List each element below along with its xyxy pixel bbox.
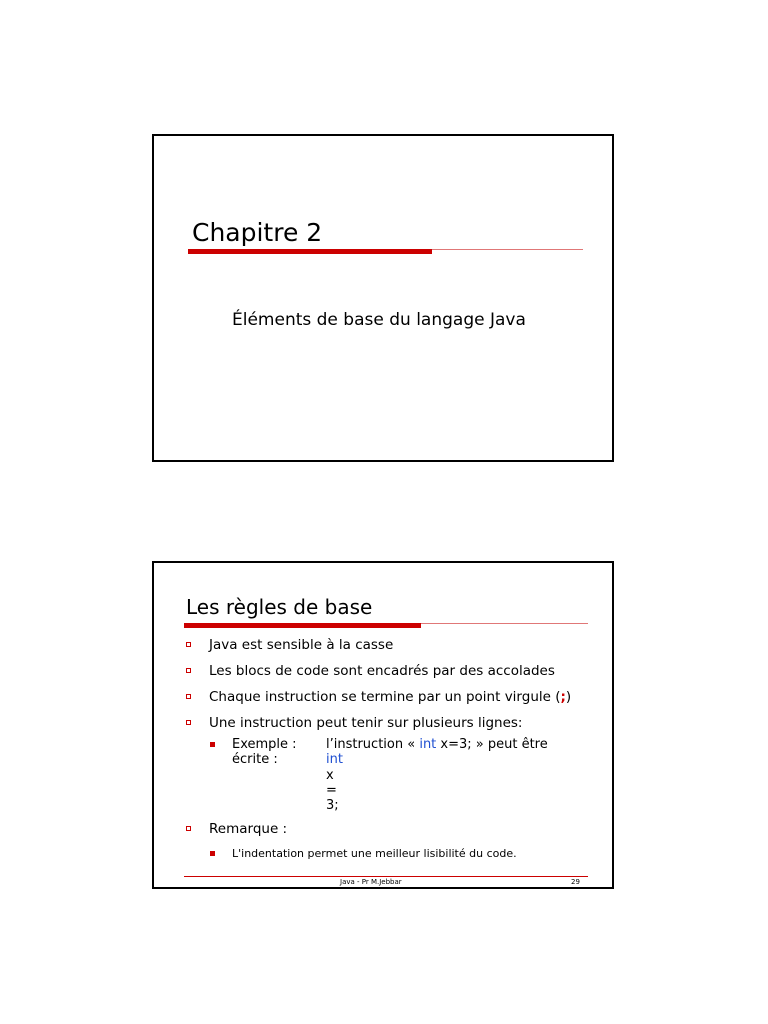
square-bullet-icon: [186, 826, 191, 831]
square-bullet-icon: [186, 694, 191, 699]
square-bullet-icon: [186, 720, 191, 725]
slide-chapter-title: [152, 134, 614, 462]
bullet-text: Une instruction peut tenir sur plusieurs lignes:: [209, 715, 523, 731]
bullet-text: Java est sensible à la casse: [209, 637, 394, 653]
bullet-text: Remarque :: [209, 821, 288, 837]
filled-square-bullet-icon: [210, 851, 215, 856]
keyword-int: int: [419, 737, 437, 752]
example-label: Exemple :: [232, 737, 297, 752]
square-bullet-icon: [186, 668, 191, 673]
bullet-text: Les blocs de code sont encadrés par des accolades: [209, 663, 555, 679]
example-line: [326, 737, 548, 752]
title-underline-thick: [184, 623, 421, 628]
filled-square-bullet-icon: [210, 742, 215, 747]
code-line: x: [326, 768, 334, 783]
square-bullet-icon: [186, 642, 191, 647]
footer-divider: [184, 876, 588, 877]
title-underline-thin: [432, 249, 583, 250]
slide-title: Les règles de base: [186, 595, 373, 619]
example-label-2: écrite :: [232, 752, 278, 767]
bullet-text: [209, 689, 571, 706]
closing-paren: ): [565, 689, 572, 705]
footer-author: Java - Pr M.Jebbar: [340, 878, 402, 886]
code-line: =: [326, 783, 337, 798]
remark-text: L'indentation permet une meilleur lisibilité du code.: [232, 847, 517, 860]
title-underline-thick: [188, 249, 432, 254]
example-line-prefix: l’instruction «: [326, 737, 416, 752]
code-line: 3;: [326, 798, 339, 813]
semicolon-highlight: ;: [560, 689, 566, 705]
chapter-title: Chapitre 2: [192, 218, 323, 247]
title-underline-thin: [421, 623, 588, 624]
example-line-suffix: x=3; » peut être: [436, 737, 548, 752]
chapter-subtitle: Éléments de base du langage Java: [232, 310, 526, 330]
slide-basic-rules: [152, 561, 614, 889]
code-line: int: [326, 752, 343, 767]
page-number: 29: [571, 878, 580, 886]
bullet-text-main: Chaque instruction se termine par un point virgule (: [209, 689, 561, 705]
